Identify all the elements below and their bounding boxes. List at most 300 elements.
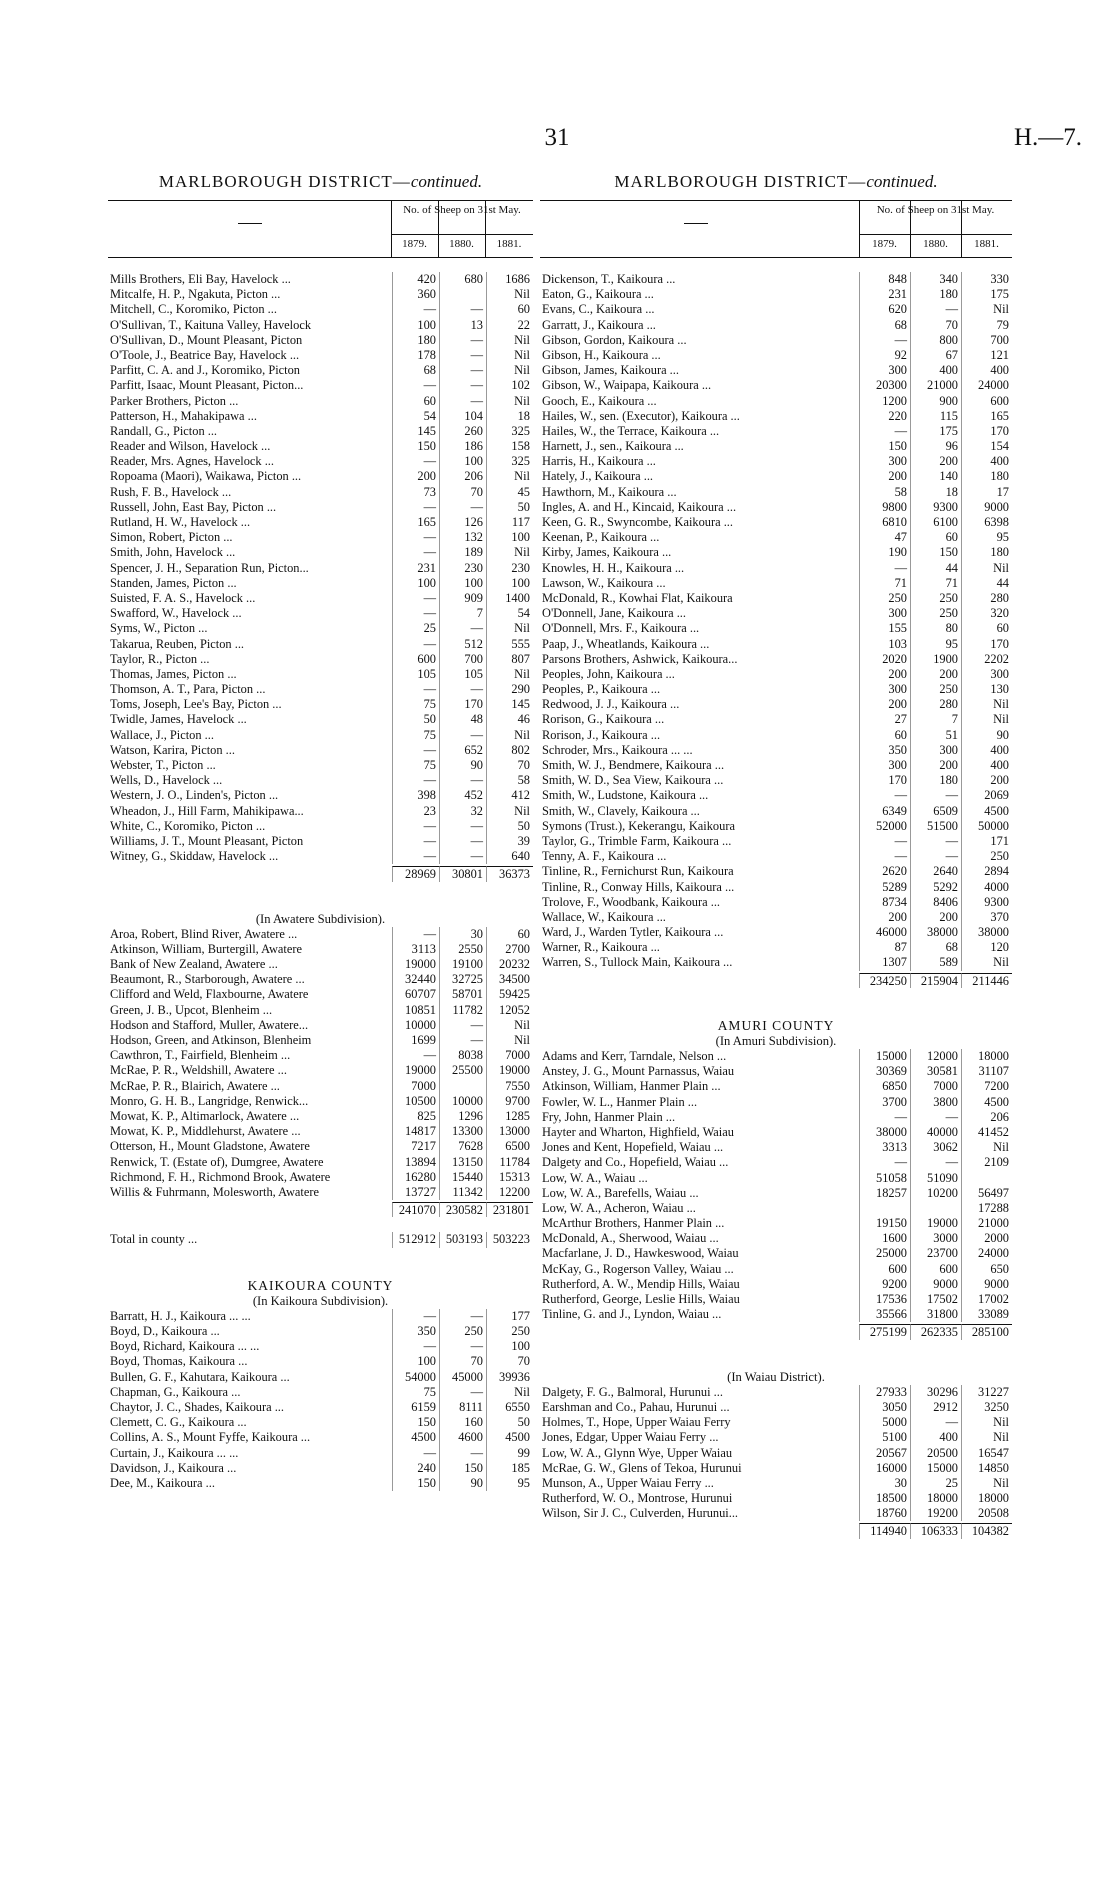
sheep-count-1880: —	[439, 682, 486, 697]
station-name: Rutland, H. W., Havelock ...	[110, 515, 251, 529]
sheep-count-1879: 200	[392, 469, 439, 484]
sheep-count-1879: 30	[859, 1476, 910, 1491]
sheep-count-1880: 19000	[910, 1216, 961, 1231]
sheep-count-1881: 2069	[961, 788, 1012, 803]
sheep-count-1880: —	[910, 1415, 961, 1430]
sheep-count-1879: 3050	[859, 1400, 910, 1415]
sheep-count-1879: 28969	[392, 866, 439, 881]
station-name: O'Donnell, Jane, Kaikoura ...	[542, 606, 686, 621]
sheep-count-1880: 100	[439, 576, 486, 591]
sheep-count-1881: 175	[961, 287, 1012, 302]
sheep-count-1880: 48	[439, 712, 486, 727]
station-name: Aroa, Robert, Blind River, Awatere ...	[110, 926, 298, 941]
sheep-count-1881: 640	[486, 849, 533, 864]
station-name: Chaytor, J. C., Shades, Kaikoura ...	[110, 1399, 284, 1414]
sheep-count-1881: 290	[486, 682, 533, 697]
station-name: Simon, Robert, Picton ...	[110, 530, 233, 545]
sheep-count-1881: 400	[961, 758, 1012, 773]
sheep-count-1879: 3113	[392, 942, 439, 957]
table-row	[540, 1476, 1012, 1491]
sheep-count-1880: 3800	[910, 1095, 961, 1110]
sheep-count-1880: —	[439, 363, 486, 378]
sheep-count-1881: 165	[961, 409, 1012, 424]
table-row	[108, 348, 533, 363]
kaikoura-continued-rows	[540, 272, 1012, 971]
station-name: Green, J. B., Upcot, Blenheim ...	[110, 1002, 273, 1017]
table-row	[540, 925, 1012, 940]
sheep-count-1880: 67	[910, 348, 961, 363]
page-number: 31	[544, 124, 570, 151]
sheep-count-1879: 170	[859, 773, 910, 788]
table-row	[540, 773, 1012, 788]
table-row	[540, 1155, 1012, 1170]
sheep-count-1879: 13894	[392, 1155, 439, 1170]
table-row	[540, 515, 1012, 530]
table-row	[108, 1033, 533, 1048]
table-row	[108, 287, 533, 302]
sheep-count-1879: 231	[859, 287, 910, 302]
table-row	[108, 1476, 533, 1491]
sheep-count-1880: —	[910, 849, 961, 864]
sheep-count-1879: 231	[392, 561, 439, 576]
sheep-count-1881: 6500	[486, 1139, 533, 1154]
station-name: Rutherford, W. O., Montrose, Hurunui	[542, 1491, 733, 1506]
station-name: Hayter and Wharton, Highfield, Waiau	[542, 1124, 734, 1139]
sheep-count-1879: 13727	[392, 1185, 439, 1200]
table-row	[540, 1064, 1012, 1079]
table-row	[540, 697, 1012, 712]
sheep-count-1881: 650	[961, 1262, 1012, 1277]
sheep-count-1880: 23700	[910, 1246, 961, 1261]
table-row	[540, 910, 1012, 925]
table-row	[108, 272, 533, 287]
table-row	[540, 849, 1012, 864]
sheep-count-1879: 6850	[859, 1079, 910, 1094]
station-name: Redwood, J. J., Kaikoura ...	[542, 697, 680, 712]
sheep-count-1880: —	[439, 394, 486, 409]
table-row	[108, 485, 533, 500]
sheep-count-1880: 800	[910, 333, 961, 348]
sheep-count-1881: 1400	[486, 591, 533, 606]
sheep-count-1879: 178	[392, 348, 439, 363]
sheep-count-1879: 5100	[859, 1430, 910, 1445]
sheep-count-1879: 114940	[859, 1523, 910, 1538]
sheep-count-1881: 4500	[961, 1095, 1012, 1110]
table-row	[540, 439, 1012, 454]
sheep-count-1880: 200	[910, 910, 961, 925]
table-row	[540, 318, 1012, 333]
sheep-count-1881: 20232	[486, 957, 533, 972]
sheep-count-1880: —	[439, 849, 486, 864]
sheep-count-1881: 20508	[961, 1506, 1012, 1521]
station-name: Wells, D., Havelock ...	[110, 773, 223, 788]
table-row	[540, 1446, 1012, 1461]
sheep-count-1879: 8734	[859, 895, 910, 910]
sheep-count-1879: 512912	[392, 1232, 439, 1247]
station-name: Mowat, K. P., Altimarlock, Awatere ...	[110, 1108, 300, 1123]
station-name: Anstey, J. G., Mount Parnassus, Waiau	[542, 1064, 735, 1079]
sheep-count-1880: 260	[439, 424, 486, 439]
sheep-count-1880: 30581	[910, 1064, 961, 1079]
sheep-count-1879: 150	[392, 1476, 439, 1491]
sheep-count-1879: 25000	[859, 1246, 910, 1261]
sheep-count-1881: 120	[961, 940, 1012, 955]
sheep-count-1880: 44	[910, 561, 961, 576]
sheep-count-1881: 58	[486, 773, 533, 788]
sheep-count-1879: 200	[859, 667, 910, 682]
sheep-count-1881: 100	[486, 576, 533, 591]
sheep-count-1881: 21000	[961, 1216, 1012, 1231]
sheep-count-1881: Nil	[961, 1140, 1012, 1155]
sheep-count-1881: 17	[961, 485, 1012, 500]
station-name: Takarua, Reuben, Picton ...	[110, 636, 245, 651]
station-name: Rorison, J., Kaikoura ...	[542, 727, 661, 742]
table-row	[540, 728, 1012, 743]
sheep-count-1879: —	[392, 378, 439, 393]
table-row	[540, 637, 1012, 652]
sheep-count-1880: —	[910, 1110, 961, 1125]
sheep-count-1880: 25500	[439, 1063, 486, 1078]
sheep-count-1879: 52000	[859, 819, 910, 834]
sheep-count-1881: 60	[486, 302, 533, 317]
sheep-count-1881: 121	[961, 348, 1012, 363]
station-name: Ropoama (Maori), Waikawa, Picton ...	[110, 469, 302, 484]
sheep-count-1879: 19000	[392, 1063, 439, 1078]
sheep-count-1879: —	[859, 424, 910, 439]
sheep-count-1880: —	[439, 500, 486, 515]
station-name: Clifford and Weld, Flaxbourne, Awatere	[110, 987, 309, 1002]
sheep-count-1879: —	[392, 454, 439, 469]
table-row	[540, 333, 1012, 348]
sheep-count-1881: 45	[486, 485, 533, 500]
table-row	[540, 1461, 1012, 1476]
sheep-count-1880: 180	[910, 773, 961, 788]
table-row	[540, 864, 1012, 879]
sheep-count-1879: 20567	[859, 1446, 910, 1461]
table-row	[540, 348, 1012, 363]
table-row	[540, 788, 1012, 803]
station-name: Fowler, W. L., Hanmer Plain ...	[542, 1094, 698, 1109]
table-header-left	[108, 200, 533, 258]
station-name: Clemett, C. G., Kaikoura ...	[110, 1415, 247, 1430]
station-name: Keenan, P., Kaikoura ...	[542, 530, 660, 545]
station-name: Jones and Kent, Hopefield, Waiau ...	[542, 1140, 724, 1155]
sheep-count-1880: 230	[439, 561, 486, 576]
sheep-count-1881: 17002	[961, 1292, 1012, 1307]
station-name: O'Donnell, Mrs. F., Kaikoura ...	[542, 621, 700, 636]
sheep-count-1881: 56497	[961, 1186, 1012, 1201]
sheep-count-1879	[859, 1201, 910, 1216]
sheep-count-1880: 230582	[439, 1202, 486, 1217]
kaikoura-county-heading: KAIKOURA COUNTY	[247, 1277, 394, 1293]
sheep-count-1880: 6100	[910, 515, 961, 530]
station-name: Western, J. O., Linden's, Picton ...	[110, 788, 279, 803]
table-row	[108, 302, 533, 317]
sheep-count-1880: 5292	[910, 880, 961, 895]
sheep-count-1880: 25	[910, 1476, 961, 1491]
sheep-count-1881: 31227	[961, 1385, 1012, 1400]
sheep-count-1879: —	[859, 834, 910, 849]
station-name: McRae, G. W., Glens of Tekoa, Hurunui	[542, 1460, 742, 1475]
sheep-count-1881: 211446	[961, 973, 1012, 988]
sheep-count-1880: 8111	[439, 1400, 486, 1415]
sheep-count-1879: 15000	[859, 1049, 910, 1064]
sheep-count-1880: 9300	[910, 500, 961, 515]
station-name: Smith, W., Ludstone, Kaikoura ...	[542, 788, 709, 803]
sheep-count-1881: 15313	[486, 1170, 533, 1185]
sheep-count-1880: —	[439, 621, 486, 636]
station-name: Renwick, T. (Estate of), Dumgree, Awatere	[110, 1154, 324, 1169]
sheep-count-1881: 60	[486, 927, 533, 942]
report-reference: H.—7.	[1013, 124, 1082, 151]
sheep-count-1881: 154	[961, 439, 1012, 454]
sheep-count-1879: 23	[392, 804, 439, 819]
station-name: O'Sullivan, D., Mount Pleasant, Picton	[110, 332, 303, 347]
station-name: Rutherford, George, Leslie Hills, Waiau	[542, 1292, 740, 1306]
sheep-count-1879: 75	[392, 728, 439, 743]
sheep-count-1880: —	[439, 333, 486, 348]
sheep-count-1880: 150	[439, 1461, 486, 1476]
station-name: Low, W. A., Acheron, Waiau ...	[542, 1200, 696, 1215]
station-name: Ward, J., Warden Tytler, Kaikoura ...	[542, 925, 724, 940]
station-name: Smith, John, Havelock ...	[110, 545, 236, 560]
table-row	[108, 1003, 533, 1018]
sheep-count-1879: 10000	[392, 1018, 439, 1033]
station-name: Mowat, K. P., Middlehurst, Awatere ...	[110, 1124, 301, 1139]
sheep-count-1880: 400	[910, 1430, 961, 1445]
station-name: Reader, Mrs. Agnes, Havelock ...	[110, 454, 274, 469]
county-total-row	[108, 1232, 533, 1247]
station-name: Patterson, H., Mahakipawa ...	[110, 408, 257, 423]
sheep-count-1879: 20300	[859, 378, 910, 393]
station-name: McRae, P. R., Weldshill, Awatere ...	[110, 1063, 287, 1078]
sheep-count-1880: 68	[910, 940, 961, 955]
table-row	[108, 591, 533, 606]
sheep-count-1879: 50	[392, 712, 439, 727]
table-row	[540, 1079, 1012, 1094]
sheep-count-1879: 27	[859, 712, 910, 727]
sheep-count-1881: 250	[961, 849, 1012, 864]
sheep-count-1881: 325	[486, 454, 533, 469]
station-name: Atkinson, William, Burtergill, Awatere	[110, 941, 302, 956]
sheep-count-1880: 170	[439, 697, 486, 712]
station-name: McRae, P. R., Blairich, Awatere ...	[110, 1078, 280, 1093]
sheep-count-1880: 18000	[910, 1491, 961, 1506]
sheep-count-1880: 200	[910, 758, 961, 773]
sheep-count-1879: 10500	[392, 1094, 439, 1109]
sheep-count-1881: Nil	[486, 394, 533, 409]
station-name: Wallace, J., Picton ...	[110, 727, 214, 742]
table-row	[108, 987, 533, 1002]
sheep-count-1881: 117	[486, 515, 533, 530]
sheep-count-1881: Nil	[961, 697, 1012, 712]
sheep-count-1879: 200	[859, 910, 910, 925]
table-row	[540, 576, 1012, 591]
sheep-count-1881: 285100	[961, 1324, 1012, 1339]
sheep-count-1881: 50	[486, 500, 533, 515]
station-name: Witney, G., Skiddaw, Havelock ...	[110, 849, 279, 864]
sheep-count-1881: 4000	[961, 880, 1012, 895]
sheep-count-1879: 398	[392, 788, 439, 803]
sheep-count-1880: 58701	[439, 987, 486, 1002]
table-row	[540, 1125, 1012, 1140]
sheep-count-1881: 60	[961, 621, 1012, 636]
sheep-count-1880: 2640	[910, 864, 961, 879]
table-row	[108, 819, 533, 834]
kaikoura-rows	[108, 1309, 533, 1491]
sheep-count-1879: 18257	[859, 1186, 910, 1201]
table-row	[108, 1155, 533, 1170]
station-name: Syms, W., Picton ...	[110, 621, 208, 636]
table-row	[108, 788, 533, 803]
station-name: Kirby, James, Kaikoura ...	[542, 545, 672, 560]
table-row	[540, 880, 1012, 895]
sheep-count-1879: 240	[392, 1461, 439, 1476]
sheep-count-1879: 234250	[859, 973, 910, 988]
table-row	[108, 1063, 533, 1078]
table-row	[540, 530, 1012, 545]
station-name: Wallace, W., Kaikoura ...	[542, 909, 666, 924]
sheep-count-1879: 600	[859, 1262, 910, 1277]
station-name: Webster, T., Picton ...	[110, 758, 216, 772]
sheep-count-1880: 140	[910, 469, 961, 484]
table-row	[540, 1246, 1012, 1261]
table-row	[108, 394, 533, 409]
sheep-count-1879: 73	[392, 485, 439, 500]
sheep-count-1881: 36373	[486, 866, 533, 881]
station-name: Williams, J. T., Mount Pleasant, Picton	[110, 833, 304, 848]
sheep-count-1879: —	[392, 545, 439, 560]
sheep-count-1879: —	[392, 1309, 439, 1324]
sheep-count-1881: 54	[486, 606, 533, 621]
station-name: McArthur Brothers, Hanmer Plain ...	[542, 1216, 725, 1231]
sheep-count-1879: —	[859, 333, 910, 348]
sheep-count-1879: 103	[859, 637, 910, 652]
table-row	[540, 819, 1012, 834]
sheep-count-1879: 300	[859, 363, 910, 378]
table-row	[108, 834, 533, 849]
sheep-count-1881: 13000	[486, 1124, 533, 1139]
table-row	[108, 682, 533, 697]
sheep-count-1881: 170	[961, 637, 1012, 652]
sheep-count-1881: Nil	[486, 469, 533, 484]
table-row	[108, 652, 533, 667]
station-name: Dalgety and Co., Hopefield, Waiau ...	[542, 1155, 729, 1170]
sheep-count-1881: 90	[961, 728, 1012, 743]
sheep-count-1880: 1296	[439, 1109, 486, 1124]
table-row	[540, 1491, 1012, 1506]
station-name: Hailes, W., sen. (Executor), Kaikoura ...	[542, 408, 740, 423]
sheep-count-1879: 200	[859, 697, 910, 712]
table-row	[108, 1339, 533, 1354]
sheep-count-1879: 25	[392, 621, 439, 636]
table-row	[540, 272, 1012, 287]
sheep-count-1879: 14817	[392, 1124, 439, 1139]
sheep-count-1880: 30801	[439, 866, 486, 881]
sheep-count-1880: 90	[439, 1476, 486, 1491]
sheep-count-1879: 5289	[859, 880, 910, 895]
sheep-count-1880: 13300	[439, 1124, 486, 1139]
sheep-count-1879: 3700	[859, 1095, 910, 1110]
table-row	[108, 561, 533, 576]
sheep-count-1880: 19200	[910, 1506, 961, 1521]
sheep-count-1881: 300	[961, 667, 1012, 682]
right-column	[540, 172, 1012, 1539]
sheep-count-1880: 2550	[439, 942, 486, 957]
sheep-count-1881: Nil	[486, 621, 533, 636]
sheep-count-1880: 30	[439, 927, 486, 942]
table-row	[108, 1170, 533, 1185]
sheep-count-1879: 1600	[859, 1231, 910, 1246]
station-name: Hodson, Green, and Atkinson, Blenheim	[110, 1033, 312, 1047]
sheep-count-1881: 180	[961, 469, 1012, 484]
subtotal-row	[540, 1324, 1012, 1339]
sheep-count-1881: 12200	[486, 1185, 533, 1200]
station-name: Standen, James, Picton ...	[110, 575, 237, 590]
sheep-count-1879: 30369	[859, 1064, 910, 1079]
table-row	[108, 1048, 533, 1063]
sheep-count-1881: 555	[486, 637, 533, 652]
station-name: Thomson, A. T., Para, Picton ...	[110, 682, 266, 697]
sheep-count-1879: 7000	[392, 1079, 439, 1094]
sheep-count-1879: 35566	[859, 1307, 910, 1322]
sheep-count-1879: 68	[859, 318, 910, 333]
sheep-count-1880: 70	[910, 318, 961, 333]
sheep-count-1880: —	[439, 378, 486, 393]
sheep-count-1881: Nil	[486, 1018, 533, 1033]
sheep-count-1879: —	[392, 682, 439, 697]
sheep-count-1879: 350	[859, 743, 910, 758]
sheep-count-1880: 96	[910, 439, 961, 454]
sheep-count-1880: 32725	[439, 972, 486, 987]
sheep-count-1879: —	[392, 637, 439, 652]
sheep-count-1881: Nil	[486, 667, 533, 682]
table-row	[540, 287, 1012, 302]
sheep-count-1880: 175	[910, 424, 961, 439]
sheep-count-1881: 200	[961, 773, 1012, 788]
station-name: Reader and Wilson, Havelock ...	[110, 439, 271, 454]
sheep-count-1879: 2020	[859, 652, 910, 667]
sheep-count-1880: 32	[439, 804, 486, 819]
sheep-count-1880: 3062	[910, 1140, 961, 1155]
sheep-count-1880: 262335	[910, 1324, 961, 1339]
table-row	[108, 927, 533, 942]
sheep-count-1880: 680	[439, 272, 486, 287]
sheep-count-1880: 13150	[439, 1155, 486, 1170]
awatere-rows	[108, 927, 533, 1200]
sheep-count-1880: 4600	[439, 1430, 486, 1445]
sheep-count-1880: 250	[910, 682, 961, 697]
station-name: Hailes, W., the Terrace, Kaikoura ...	[542, 423, 720, 438]
sheep-count-1881: Nil	[486, 287, 533, 302]
awatere-subdivision-heading: (In Awatere Subdivision).	[255, 911, 386, 926]
sheep-count-1880: —	[439, 1446, 486, 1461]
sheep-count-1880: 503193	[439, 1232, 486, 1247]
sheep-count-1880: 589	[910, 955, 961, 970]
sheep-count-1881: 325	[486, 424, 533, 439]
table-row	[108, 1309, 533, 1324]
table-row	[540, 712, 1012, 727]
station-name: Gibson, Gordon, Kaikoura ...	[542, 332, 687, 347]
sheep-count-1880: 250	[439, 1324, 486, 1339]
district-heading-right: MARLBOROUGH DISTRICT—continued.	[614, 172, 938, 191]
station-name: Smith, W. J., Bendmere, Kaikoura ...	[542, 758, 725, 772]
sheep-count-1880: 900	[910, 394, 961, 409]
sheep-count-1879: 5000	[859, 1415, 910, 1430]
sheep-count-1881: Nil	[961, 1415, 1012, 1430]
sheep-count-1879: 600	[392, 652, 439, 667]
table-row	[108, 454, 533, 469]
